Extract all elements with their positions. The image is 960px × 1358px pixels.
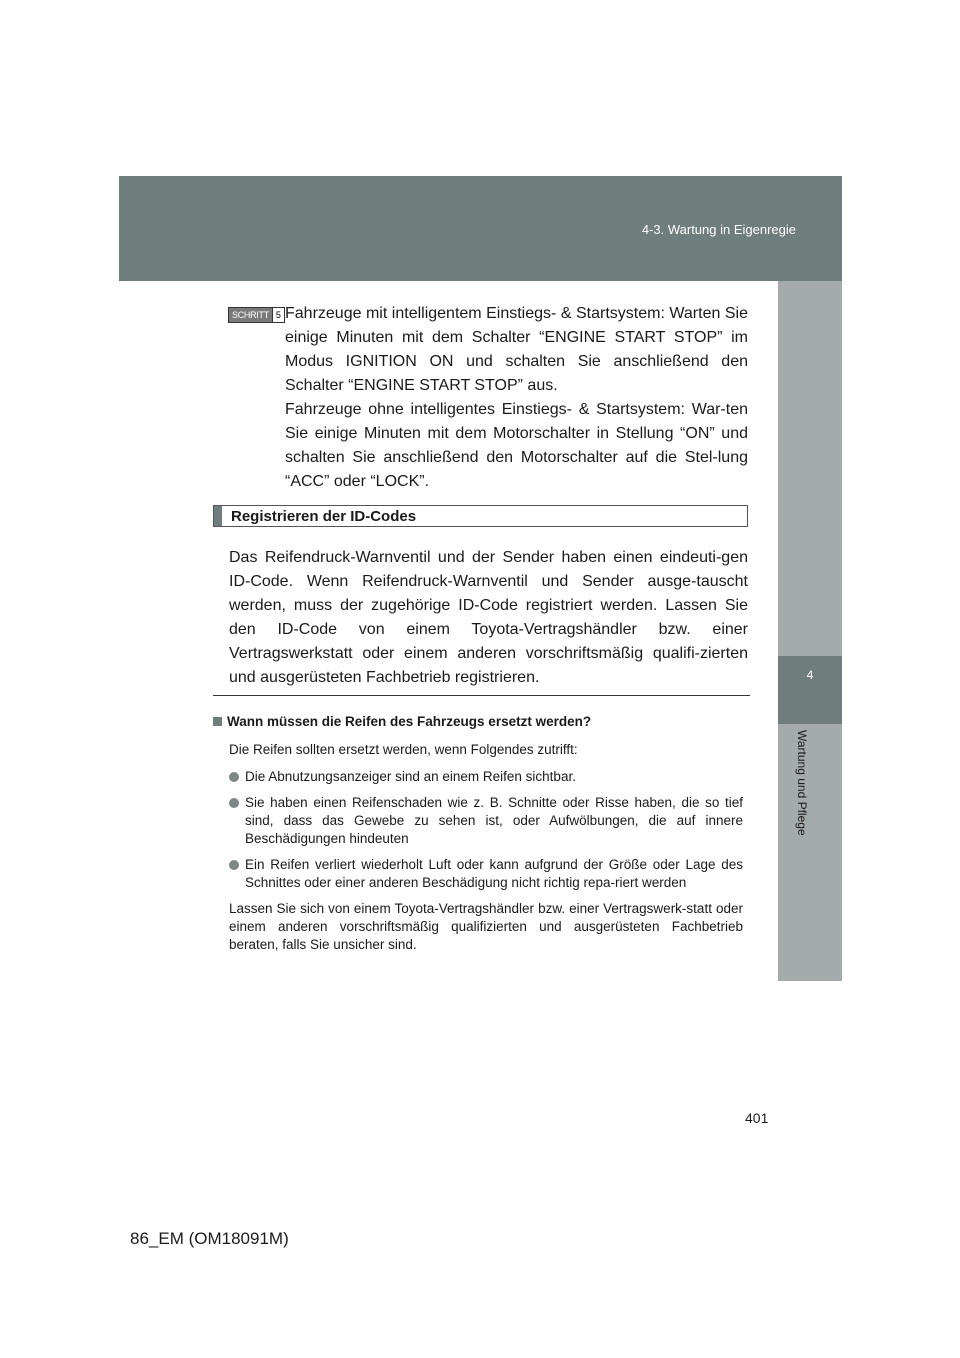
section-title-box <box>213 505 748 527</box>
section-header-title: 4-3. Wartung in Eigenregie <box>641 222 796 237</box>
step-badge-number: 5 <box>272 308 284 322</box>
step-badge-word: SCHRITT <box>229 308 272 322</box>
note-heading-text: Wann müssen die Reifen des Fahrzeugs ersetzt werden? <box>227 714 592 729</box>
square-bullet-icon <box>213 717 222 726</box>
chapter-label: Wartung und Pflege <box>795 730 809 836</box>
step-5 <box>228 302 748 494</box>
header-band <box>119 176 842 281</box>
list-item <box>229 768 743 786</box>
section-title: Registrieren der ID-Codes <box>231 507 417 525</box>
list-item-text: Sie haben einen Reifenschaden wie z. B. Schnitte oder Risse haben, die so tief sind, dass das Gewebe zu sehen ist, oder Aufwölbungen, die auf innere Beschädigungen hindeuten <box>245 795 743 846</box>
chapter-side-band <box>778 281 842 981</box>
step-text <box>285 302 748 494</box>
chapter-tab <box>778 656 842 724</box>
section-title-accent <box>214 506 222 526</box>
section-body: Das Reifendruck-Warnventil und der Sender haben einen eindeuti-gen ID-Code. Wenn Reifendruck-Warnventil und Sender ausge-tauscht werden, muss der zugehörige ID-Code registriert werden. Lassen Sie den ID-Code von einem Toyota-Vertragshändler bzw. einer Vertragswerkstatt oder einem anderen vorschriftsmäßig qualifi-zierten und ausgerüsteten Fachbetrieb registrieren. <box>229 549 748 686</box>
list-item <box>229 794 743 848</box>
step-text-no-smart-key: Fahrzeuge ohne intelligentes Einstiegs- & Startsystem: War-ten Sie einige Minuten mit dem Motorschalter in Stellung “ON” und schalten Sie anschließend den Motorschalter auf die Stel-lung “ACC” oder “LOCK”. <box>285 401 748 490</box>
notes-divider <box>213 695 750 696</box>
page-number: 401 <box>745 1110 769 1126</box>
list-item <box>229 856 743 892</box>
step-text-smart-key: Fahrzeuge mit intelligentem Einstiegs- & Startsystem: Warten Sie einige Minuten mit dem Schalter “ENGINE START STOP” im Modus IGNITION ON und schalten Sie anschließend den Schalter “ENGINE START STOP” aus. <box>285 305 748 394</box>
note-outro: Lassen Sie sich von einem Toyota-Vertragshändler bzw. einer Vertragswerk-statt oder einem anderen vorschriftsmäßig qualifizierten und ausgerüsteten Fachbetrieb beraten, falls Sie unsicher sind. <box>229 901 743 952</box>
circle-bullet-icon <box>229 860 239 870</box>
note-heading <box>213 713 743 731</box>
notes-block <box>213 713 743 954</box>
circle-bullet-icon <box>229 798 239 808</box>
footer-code: 86_EM (OM18091M) <box>130 1229 289 1248</box>
list-item-text: Die Abnutzungsanzeiger sind an einem Reifen sichtbar. <box>245 769 576 784</box>
chapter-number: 4 <box>806 668 814 682</box>
list-item-text: Ein Reifen verliert wiederholt Luft oder kann aufgrund der Größe oder Lage des Schnittes oder einer anderen Beschädigung nicht richtig repa-riert werden <box>245 857 743 890</box>
step-badge <box>228 307 285 323</box>
note-intro: Die Reifen sollten ersetzt werden, wenn Folgendes zutrifft: <box>229 742 578 757</box>
circle-bullet-icon <box>229 772 239 782</box>
